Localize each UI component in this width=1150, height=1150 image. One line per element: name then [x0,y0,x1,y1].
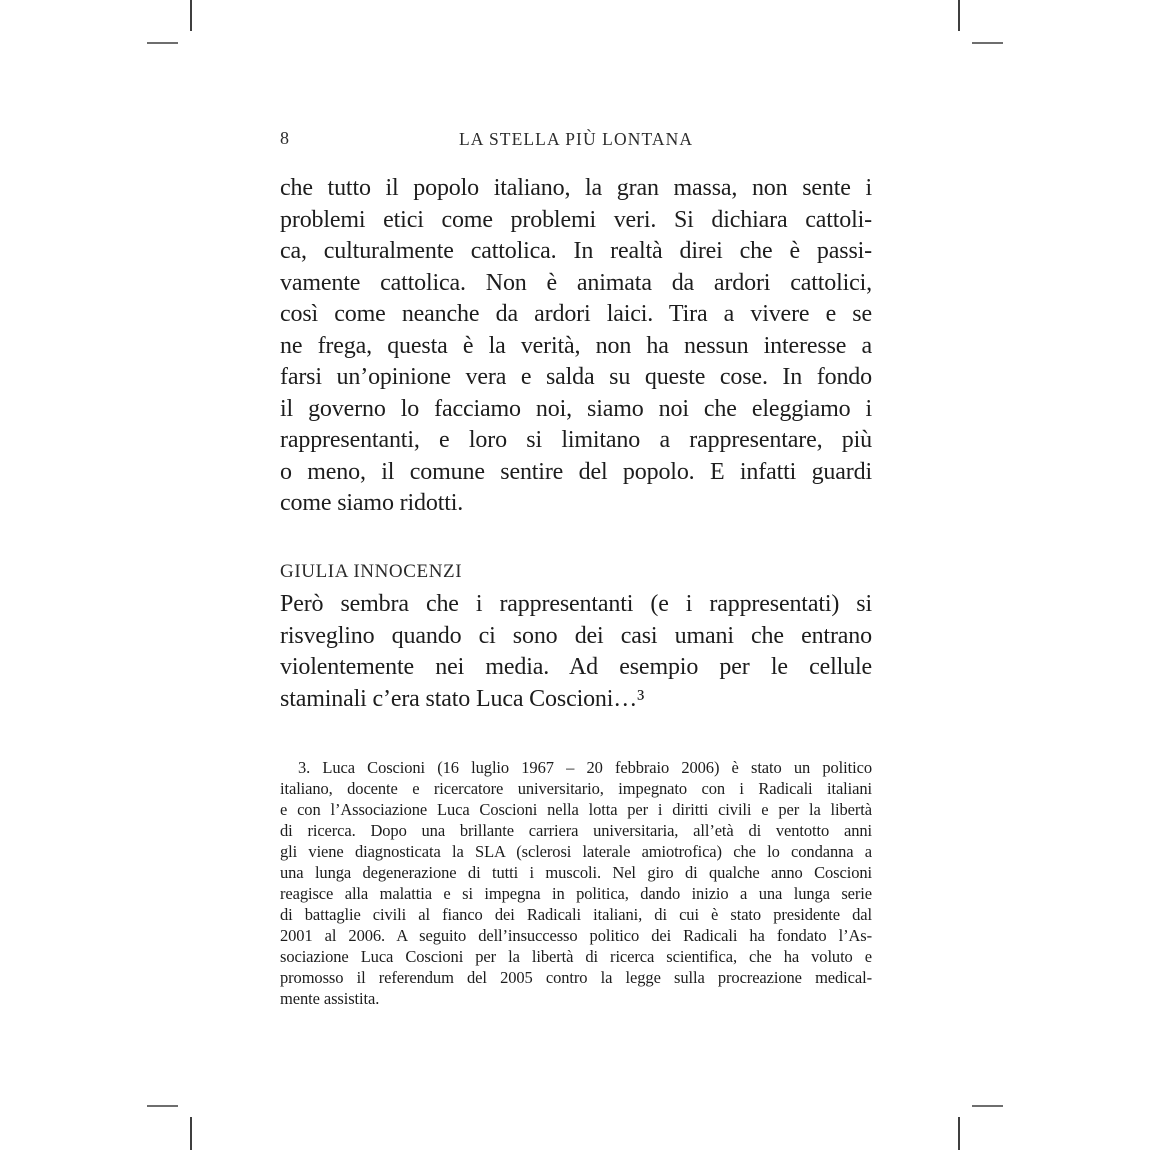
text-line: rappresentanti, e loro si limitano a rappresentare, più [280,427,872,453]
text-line: come siamo ridotti. [280,490,464,516]
speaker-name: GIULIA INNOCENZI [280,561,463,582]
text-line: o meno, il comune sentire del popolo. E infatti guardi [280,458,872,485]
text-line: italiano, docente e ricercatore universitario, impegnato con i Radicali italiani [280,779,872,798]
text-line: staminali c’era stato Luca Coscioni…³ [280,685,645,712]
crop-mark-bottom-left-vertical [190,1117,192,1150]
crop-mark-bottom-left-horizontal [147,1105,178,1107]
crop-mark-top-left-vertical [190,0,192,31]
body-paragraph-answer [280,173,872,520]
running-header-title: LA STELLA PIÙ LONTANA [458,129,694,149]
crop-mark-top-right-vertical [958,0,960,31]
crop-mark-top-left-horizontal [147,42,178,44]
text-line: 3. Luca Coscioni (16 luglio 1967 – 20 febbraio 2006) è stato un politico [298,758,872,777]
text-line: sociazione Luca Coscioni per la libertà di ricerca scientifica, che ha voluto e [280,947,872,966]
page-number: 8 [280,128,289,148]
footnote [280,757,872,1009]
crop-mark-top-right-horizontal [972,42,1003,44]
text-line: e con l’Associazione Luca Coscioni nella lotta per i diritti civili e per la libertà [280,800,872,819]
text-line: farsi un’opinione vera e salda su queste cose. In fondo [280,364,872,390]
crop-mark-bottom-right-vertical [958,1117,960,1150]
text-line: il governo lo facciamo noi, siamo noi che eleggiamo i [280,395,872,422]
body-paragraph-question [280,589,872,715]
text-line: ne frega, questa è la verità, non ha nessun interesse a [280,332,872,359]
text-line: violentemente nei media. Ad esempio per le cellule [280,654,872,680]
text-line: risveglino quando ci sono dei casi umani che entrano [280,622,872,649]
text-line: vamente cattolica. Non è animata da ardori cattolici, [280,269,872,296]
text-line: una lunga degenerazione di tutti i muscoli. Nel giro di qualche anno Coscioni [280,863,872,882]
text-line: problemi etici come problemi veri. Si dichiara cattoli- [280,206,872,233]
text-line: ca, culturalmente cattolica. In realtà direi che è passi- [280,238,872,264]
text-line: Però sembra che i rappresentanti (e i rappresentati) si [280,591,872,617]
text-line: gli viene diagnosticata la SLA (sclerosi laterale amiotrofica) che lo condanna a [280,842,872,861]
text-line: di battaglie civili al fianco dei Radicali italiani, di cui è stato presidente dal [280,905,872,924]
text-line: di ricerca. Dopo una brillante carriera universitaria, all’età di ventotto anni [280,821,872,840]
text-line: che tutto il popolo italiano, la gran massa, non sente i [280,175,872,201]
text-line: mente assistita. [280,989,380,1008]
text-line: così come neanche da ardori laici. Tira a vivere e se [280,301,872,327]
crop-mark-bottom-right-horizontal [972,1105,1003,1107]
text-line: promosso il referendum del 2005 contro la legge sulla procreazione medical- [280,968,872,987]
running-head [280,128,872,150]
text-line: 2001 al 2006. A seguito dell’insuccesso politico dei Radicali ha fondato l’As- [280,926,872,945]
text-line: reagisce alla malattia e si impegna in politica, dando inizio a una lunga serie [280,884,872,903]
